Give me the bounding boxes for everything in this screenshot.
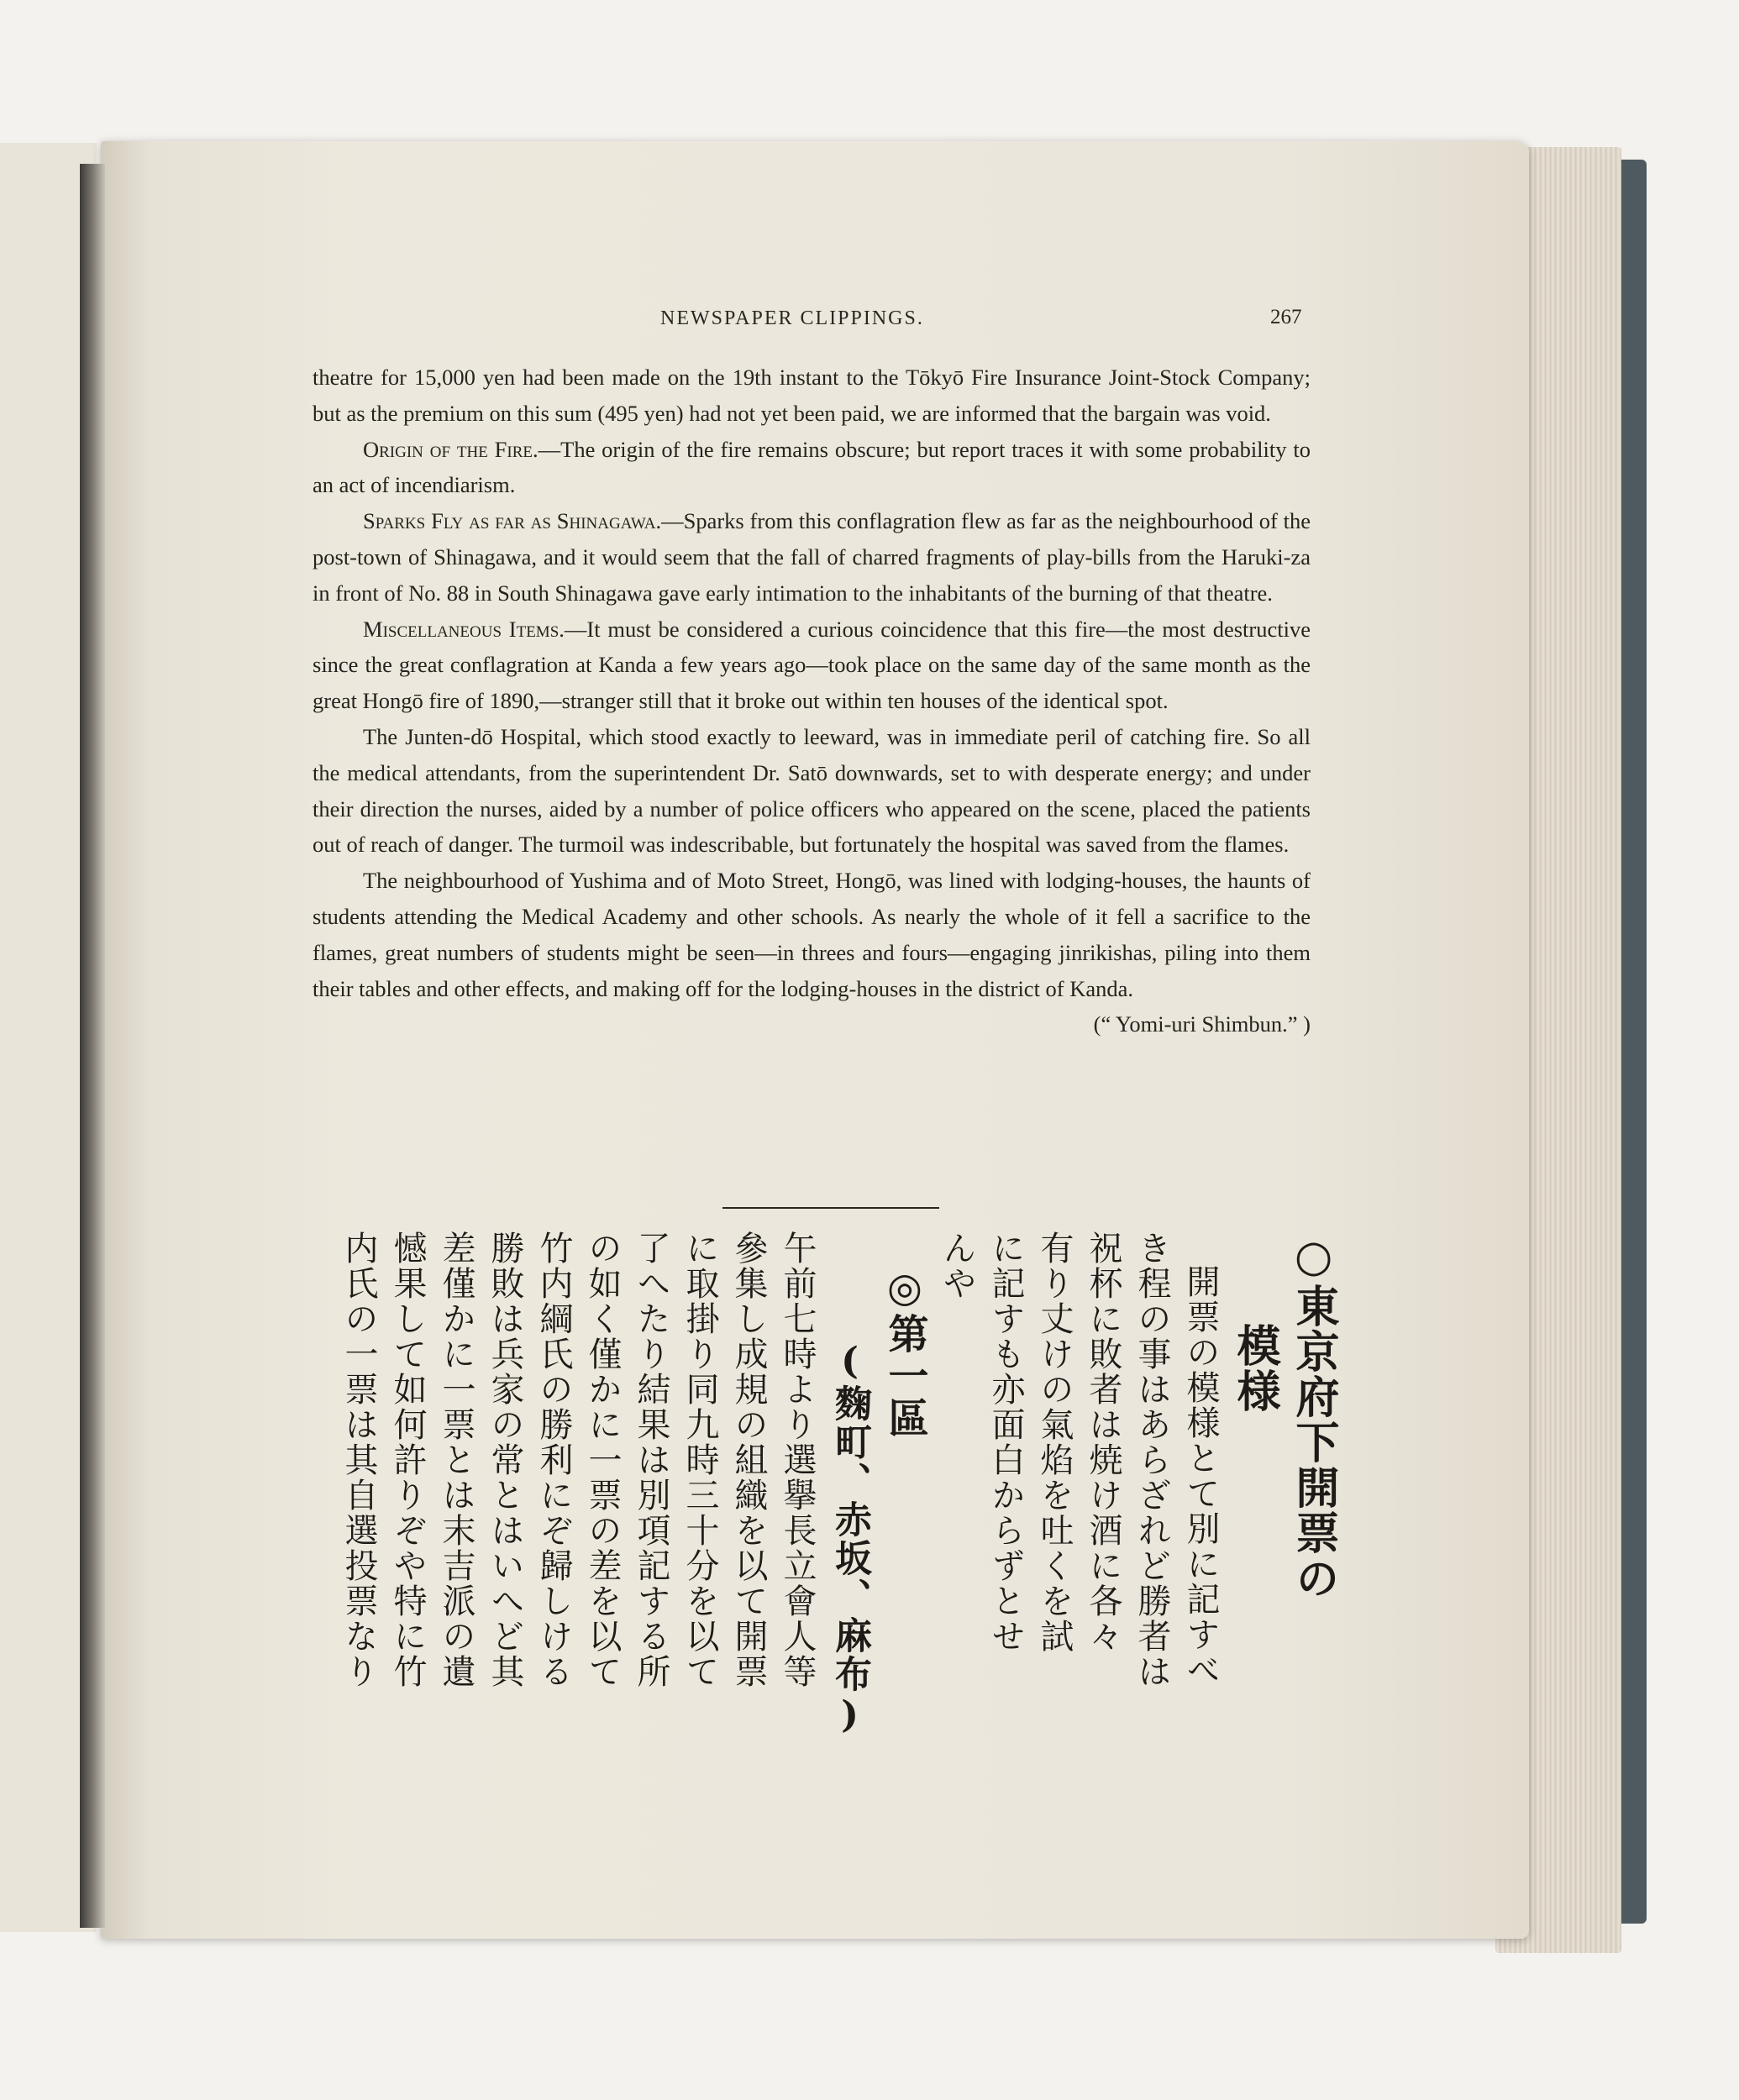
jp-column: 午前七時より選擧長立會人等 <box>778 1231 817 1689</box>
section-heading: Sparks Fly as far as Shinagawa. <box>363 508 662 534</box>
jp-column: に取掛り同九時三十分を以て <box>680 1231 719 1689</box>
attribution: (“ Yomi-uri Shimbun.” ) <box>1093 1011 1311 1037</box>
jp-district-subheading: (麴町、赤坂、麻布) <box>828 1340 871 1738</box>
paragraph-text: —The origin of the fire remains obscure; but report traces it with some probability to an act of incendiarism. <box>313 436 1311 498</box>
jp-column: 開票の模様とて別に記すべ <box>1181 1264 1220 1688</box>
jp-headline-cont: 模様 <box>1229 1323 1280 1414</box>
jp-column: 參集し成規の組織を以て開票 <box>729 1231 768 1689</box>
paragraph-3 <box>313 503 1311 611</box>
jp-column: 祝杯に敗者は焼け酒に各々 <box>1084 1231 1122 1654</box>
jp-column: 勝敗は兵家の常とはいへど其 <box>486 1231 524 1689</box>
book-gutter <box>80 164 105 1928</box>
japanese-text <box>298 1231 1340 1768</box>
jp-column: 差僅かに一票とは末吉派の遺 <box>437 1231 475 1689</box>
paragraph-4 <box>313 612 1311 719</box>
jp-column: の如く僅かに一票の差を以て <box>583 1231 622 1689</box>
paragraph-1: theatre for 15,000 yen had been made on the 19th instant to the Tōkyō Fire Insurance Joint-Stock Company; but as the premium on this sum (495 yen) had not yet been paid, we are informed that the bargain was void. <box>313 365 1311 426</box>
jp-column: 憾果して如何許りぞや特に竹 <box>388 1231 427 1689</box>
jp-column: に記すも亦面白からずとせ <box>986 1231 1025 1654</box>
jp-column: 有り丈けの氣焰を吐くを試 <box>1035 1231 1074 1654</box>
section-heading: Miscellaneous Items. <box>363 616 565 642</box>
paragraph-5: The Junten-dō Hospital, which stood exactly to leeward, was in immediate peril of catching fire. So all the medical attendants, from the superintendent Dr. Satō downwards, set to with desperate energy; and under their direction the nurses, aided by a number of police officers who appeared on the scene, placed the patients out of reach of danger. The turmoil was indescribable, but fortunately the hospital was saved from the flames. <box>313 723 1311 858</box>
jp-column: 竹内綱氏の勝利にぞ歸しける <box>534 1231 573 1689</box>
page-number: 267 <box>1270 306 1302 328</box>
paragraph-text: —It must be considered a curious coincidence that this fire—the most destructive since the great conflagration at Kanda a few years ago—took place on the same day of the same month as the great Hongō fire of 1890,—stranger still that it broke out within ten houses of the identical spot. <box>313 616 1311 714</box>
paragraph-text: The neighbourhood of Yushima and of Moto Street, Hongō, was lined with lodging-houses, the haunts of students attending the Medical Academy and other schools. As nearly the whole of it fell a sacrifice to the flames, great numbers of students might be seen—in threes and fours—engaging jinrikishas, piling into them their tables and other effects, and making off for the lodging-houses in the district of Kanda. <box>313 868 1311 1001</box>
english-text <box>313 360 1311 1042</box>
paragraph-2 <box>313 432 1311 504</box>
section-heading: Origin of the Fire. <box>363 436 539 462</box>
jp-district-heading: ◎第一區 <box>881 1264 928 1439</box>
jp-headline: ○東京府下開票の <box>1288 1231 1339 1601</box>
running-head: NEWSPAPER CLIPPINGS. <box>660 307 924 329</box>
jp-column: んや <box>938 1231 976 1301</box>
jp-column: き程の事はあらざれど勝者は <box>1132 1231 1171 1689</box>
paragraph-text: —Sparks from this conflagration flew as far as the neighbourhood of the post-town of Shinagawa, and it would seem that the fall of charred fragments of play-bills from the Haruki-za in front of No. 88 in South Shinagawa gave early intimation to the inhabitants of the burning of that theatre. <box>313 508 1311 606</box>
jp-column: 了へたり結果は別項記する所 <box>632 1231 670 1689</box>
paragraph-6 <box>313 863 1311 1037</box>
section-divider <box>722 1207 939 1209</box>
jp-column: 内氏の一票は其自選投票なり <box>339 1231 378 1689</box>
